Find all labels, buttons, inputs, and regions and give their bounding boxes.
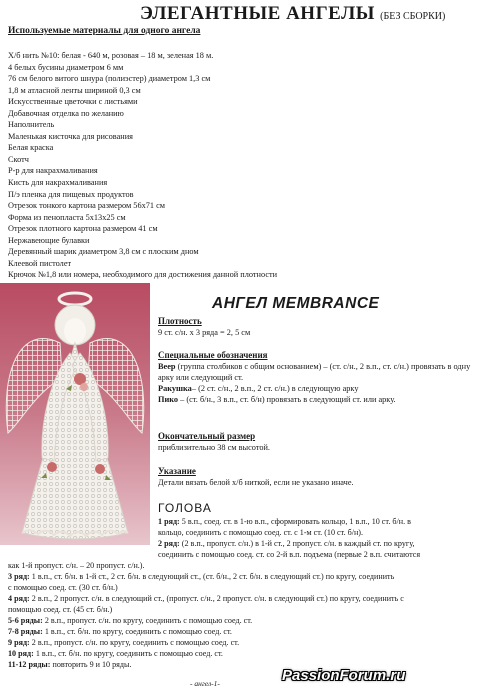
- material-item: П/э пленка для пищевых продуктов: [8, 189, 134, 199]
- row-text: 1 в.п., ст. б/н. по кругу, соединить с помощью соед. ст.: [44, 627, 232, 636]
- material-item: Наполнитель: [8, 120, 55, 130]
- material-item: Маленькая кисточка для рисования: [8, 131, 133, 141]
- row-text: помощью соед. ст. (45 ст. б/н.): [8, 605, 113, 614]
- row-instruction: [8, 615, 252, 626]
- row-instruction: [8, 648, 223, 659]
- row-instruction: [8, 582, 118, 593]
- density-section: [158, 316, 476, 338]
- material-item: Кисть для накрахмаливания: [8, 178, 108, 188]
- row-label: 2 ряд:: [158, 539, 180, 548]
- row-instruction: [8, 560, 145, 571]
- row-text: 2 в.п., 2 пропуст. с/н. в следующий ст., (пропуст. с/н., 2 пропуст. с/н. в следующий ст.) по кругу, соединить с: [31, 594, 404, 603]
- title-sub: (БЕЗ СБОРКИ): [380, 11, 446, 22]
- material-item: Добавочная отделка по желанию: [8, 108, 124, 118]
- row-instruction: [8, 626, 232, 637]
- material-item: Клеевой пистолет: [8, 258, 72, 268]
- document-title: [140, 3, 445, 25]
- material-item: Форма из пенопласта 5х13х25 см: [8, 212, 126, 222]
- row-text: 2 в.п., пропуст. с/н. по кругу, соединить с помощью соед. ст.: [31, 638, 240, 647]
- veer-def: [158, 361, 476, 383]
- row-instruction: [8, 659, 131, 670]
- piko-def: [158, 394, 476, 405]
- row-text: 2 в.п., пропуст. с/н. по кругу, соединить с помощью соед. ст.: [44, 616, 253, 625]
- row-instruction: [158, 516, 411, 527]
- row-text: с помощью соед. ст. (30 ст. б/н.): [8, 583, 118, 592]
- material-item: Деревянный шарик диаметром 3,8 см с плоским дном: [8, 247, 199, 257]
- row-text: 1 в.п., ст. б/н. в 1-й ст., 2 ст. б/н. в следующий ст., (ст. б/н., 2 ст. б/н. в следующий ст.) по кругу, соединить: [31, 572, 395, 581]
- page-footer: - ангел-1-: [190, 679, 220, 688]
- row-instruction: [8, 637, 239, 648]
- row-label: 9 ряд:: [8, 638, 30, 647]
- row-label: 10 ряд:: [8, 649, 34, 658]
- row-label: 4 ряд:: [8, 594, 30, 603]
- note-section: [158, 466, 476, 488]
- row-text: как 1-й пропуст. с/н. – 20 пропуст. с/н.).: [8, 561, 145, 570]
- size-text: приблизительно 38 см высотой.: [158, 443, 271, 452]
- rak-term: Ракушка: [158, 384, 192, 393]
- material-item: 4 белых бусины диаметром 6 мм: [8, 62, 124, 72]
- material-item: Искусственные цветочки с листьями: [8, 97, 138, 107]
- row-instruction: [158, 549, 420, 560]
- title-main: ЭЛЕГАНТНЫЕ АНГЕЛЫ: [140, 3, 375, 24]
- row-text: (2 в.п., пропуст. с/н.) в 1-й ст., 2 пропуст. с/н. в каждый ст. по кругу,: [181, 539, 415, 548]
- rak-def: [158, 383, 476, 394]
- row-instruction: [8, 571, 394, 582]
- material-item: 1,8 м атласной ленты шириной 0,3 см: [8, 85, 141, 95]
- materials-heading: Используемые материалы для одного ангела: [8, 26, 201, 36]
- special-heading: Специальные обозначения: [158, 350, 268, 360]
- row-label: 1 ряд:: [158, 517, 180, 526]
- piko-text: – (ст. б/н., 3 в.п., ст. б/н) провязать в следующий ст. или арку.: [180, 395, 396, 404]
- material-item: 76 см белого витого шнура (полиэстер) диаметром 1,3 см: [8, 74, 211, 84]
- row-label: 11-12 ряды:: [8, 660, 51, 669]
- note-heading: Указание: [158, 466, 196, 476]
- row-instruction: [8, 593, 404, 604]
- density-text: 9 ст. с/н. х 3 ряда = 2, 5 см: [158, 328, 251, 337]
- piko-term: Пико: [158, 395, 179, 404]
- size-section: [158, 431, 476, 453]
- row-instruction: [158, 538, 415, 549]
- density-heading: Плотность: [158, 316, 202, 326]
- golova-heading: ГОЛОВА: [158, 501, 212, 515]
- row-text: повторить 9 и 10 ряды.: [52, 660, 132, 669]
- material-item: Скотч: [8, 154, 29, 164]
- angel-heading: АНГЕЛ MEMBRANCE: [212, 295, 380, 312]
- row-instruction: [158, 527, 363, 538]
- veer-term: Веер: [158, 362, 176, 371]
- rak-text: – (2 ст. с/н., 2 в.п., 2 ст. с/н.) в следующую арку: [191, 384, 359, 393]
- row-text: кольцо, соединить с помощью соед. ст. с 1-м ст. (10 ст. б/н).: [158, 528, 364, 537]
- materials-list: [8, 50, 473, 281]
- row-label: 3 ряд:: [8, 572, 30, 581]
- material-item: Отрезок плотного картона размером 41 см: [8, 224, 158, 234]
- watermark: PassionForum.ru: [282, 667, 406, 684]
- angel-photo: [0, 283, 150, 545]
- row-text: соединить с помощью соед. ст. со 2-й в.п. подъема (первые 2 в.п. считаются: [158, 550, 421, 559]
- row-label: 5-6 ряды:: [8, 616, 43, 625]
- material-item: Нержавеющие булавки: [8, 235, 90, 245]
- special-section: [158, 350, 476, 405]
- material-item: Р-р для накрахмаливания: [8, 166, 98, 176]
- material-item: Крючок №1,8 или номера, необходимого для достижения данной плотности: [8, 270, 278, 280]
- size-heading: Окончательный размер: [158, 431, 256, 441]
- row-text: 1 в.п., ст. б/н. по кругу, соединить с помощью соед. ст.: [35, 649, 223, 658]
- row-label: 7-8 ряды:: [8, 627, 43, 636]
- veer-text: (группа столбиков с общим основанием) – (ст. с/н., 2 в.п., ст. с/н.) провязать в одну арку или следующий ст.: [158, 362, 471, 382]
- note-text: Детали вязать белой х/б ниткой, если не указано иначе.: [158, 478, 354, 487]
- row-instruction: [8, 604, 112, 615]
- material-item: Х/б нить №10: белая - 640 м, розовая – 18 м, зеленая 18 м.: [8, 51, 214, 60]
- row-text: 5 в.п., соед. ст. в 1-ю в.п., сформировать кольцо, 1 в.п., 10 ст. б/н. в: [181, 517, 411, 526]
- material-item: Белая краска: [8, 143, 54, 153]
- material-item: Отрезок тонкого картона размером 56х71 см: [8, 201, 166, 211]
